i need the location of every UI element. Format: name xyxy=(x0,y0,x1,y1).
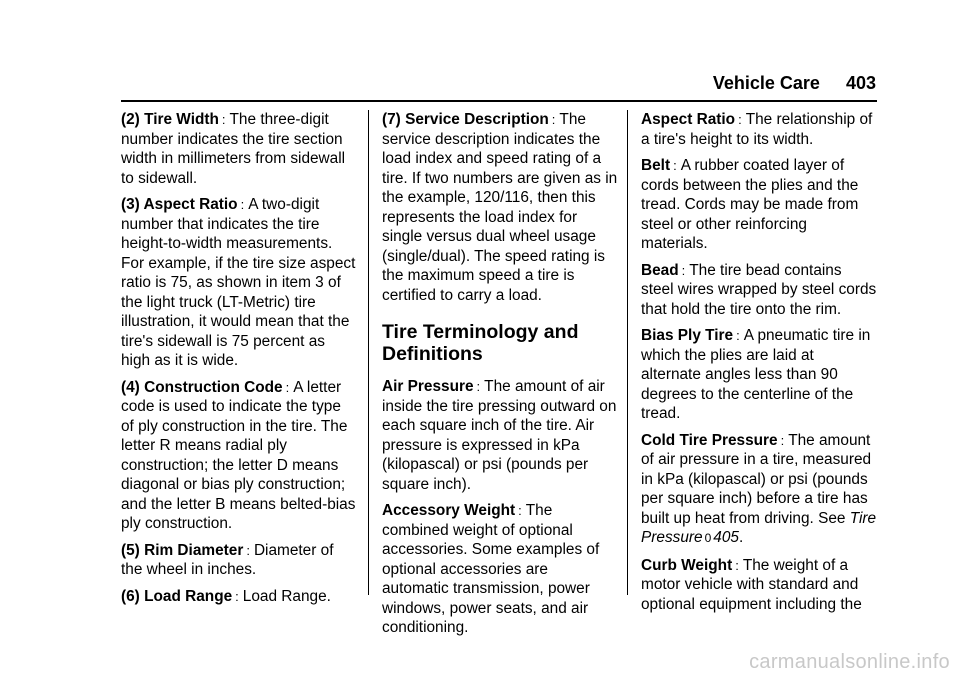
section-heading: Tire Terminology and Definitions xyxy=(382,321,579,365)
definition-curb-weight: Curb Weight : The weight of a motor vehicle with standard and optional equipment including the xyxy=(641,556,862,613)
column-3 xyxy=(641,110,877,621)
column-2 xyxy=(382,110,618,645)
definition-bead: Bead : The tire bead contains steel wires wrapped by steel cords that hold the tire onto the rim. xyxy=(641,261,877,318)
header-rule xyxy=(121,100,877,102)
definition-air-pressure: Air Pressure : The amount of air inside the tire pressing outward on each square inch of the tire. Air pressure is expressed in kPa (kilopascal) or psi (pounds per square inch). xyxy=(382,378,617,493)
definition-bias-ply-tire: Bias Ply Tire : A pneumatic tire in which the plies are laid at alternate angles less than 90 degrees to the centerline of the tread. xyxy=(641,327,871,422)
column-divider xyxy=(627,110,628,595)
column-1 xyxy=(121,110,357,613)
definition-construction-code: (4) Construction Code : A letter code is used to indicate the type of ply construction in the tire. The letter R means radial ply construction; the letter D means diagonal or bias ply construction; and the letter B means belted-bias ply construction. xyxy=(121,378,356,532)
definition-aspect-ratio-code: (3) Aspect Ratio : A two-digit number that indicates the tire height-to-width measurements. For example, if the tire size aspect ratio is 75, as shown in item 3 of the light truck (LT-Metric) tire illustration, it would mean that the tire's sidewall is 75 percent as high as it is wide. xyxy=(121,196,356,369)
column-divider xyxy=(368,110,369,595)
page-reference-icon: 0 xyxy=(704,531,712,545)
section-title: Vehicle Care xyxy=(712,73,820,93)
definition-tire-width: (2) Tire Width : The three-digit number indicates the tire section width in millimeters from sidewall to sidewall. xyxy=(121,111,346,187)
cross-reference-link[interactable]: Tire Pressure 0 405 xyxy=(641,509,877,546)
running-header xyxy=(713,72,876,94)
definition-load-range: (6) Load Range : Load Range. xyxy=(121,587,331,605)
definition-belt: Belt : A rubber coated layer of cords between the plies and the tread. Cords may be made from steel or other reinforcing materials. xyxy=(641,157,859,252)
definition-service-description: (7) Service Description : The service description indicates the load index and speed rating of a tire. If two numbers are given as in the example, 120/116, then this represents the load index for single versus dual wheel usage (single/dual). The speed rating is the maximum speed a tire is certified to carry a load. xyxy=(382,111,618,304)
page-number: 403 xyxy=(845,73,876,93)
definition-accessory-weight: Accessory Weight : The combined weight of optional accessories. Some examples of optional accessories are automatic transmission, power windows, power seats, and air conditioning. xyxy=(382,502,600,636)
watermark: carmanualsonline.info xyxy=(749,651,950,673)
definition-cold-tire-pressure: Cold Tire Pressure : The amount of air pressure in a tire, measured in kPa (kilopascal) or psi (pounds per square inch) before a tire has built up heat from driving. See Tire Pressure 0 405. xyxy=(641,431,877,546)
definition-rim-diameter: (5) Rim Diameter : Diameter of the wheel in inches. xyxy=(121,541,334,578)
definition-aspect-ratio: Aspect Ratio : The relationship of a tire's height to its width. xyxy=(641,111,873,148)
